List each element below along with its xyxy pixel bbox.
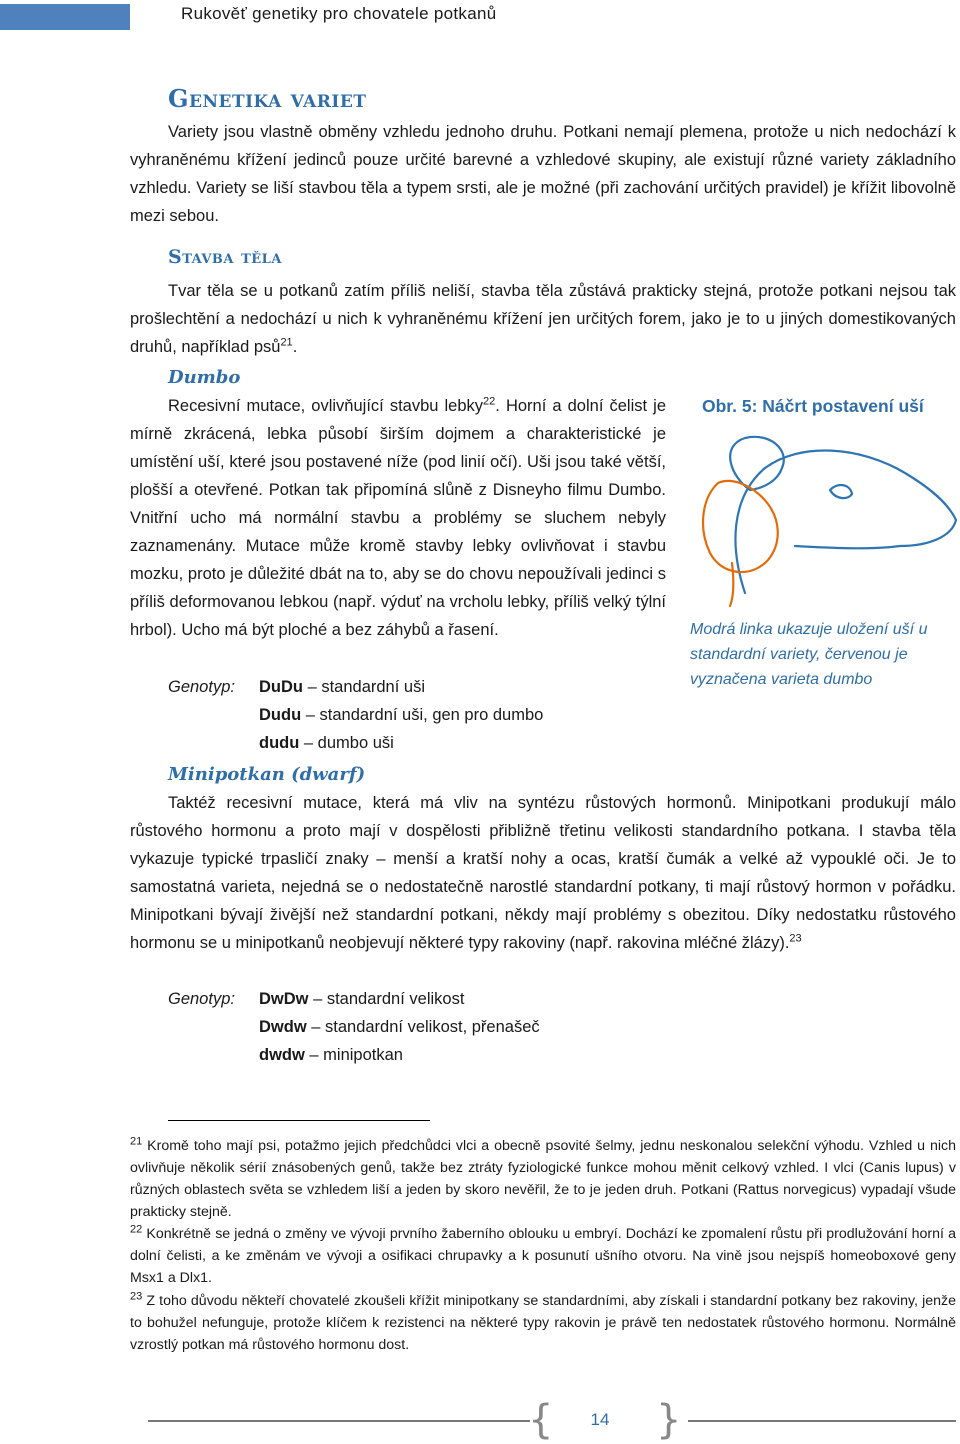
minipotkan-text: Taktéž recesivní mutace, která má vliv na syntézu růstových hormonů. Minipotkani produkují málo růstového hormonu a proto mají v dospělosti přibližně třetinu velikosti standardního potkana. I stavba těla vykazuje typické trpasličí znaky – menší a kratší nohy a ocas, kratší čumák a velké až vypouklé oči. Je to samostatná varieta, nejedná se o nedostatečně narostlé standardní potkany, ti mají růstový hormon v pořádku. Minipotkani bývají živější než standardní potkani, někdy mají problémy s obezitou. Díky nedostatku růstového hormonu se u minipotkanů neobjevují některé typy rakoviny (např. rakovina mléčné žlázy). bbox=[130, 794, 956, 952]
dumbo-paragraph bbox=[130, 392, 666, 644]
genotype-desc: – standardní velikost bbox=[308, 990, 465, 1008]
genotype-code: Dudu bbox=[259, 706, 302, 724]
genotype-desc: – minipotkan bbox=[304, 1046, 403, 1064]
subsection-intro-end: . bbox=[292, 338, 298, 356]
dumbo-genotype-row bbox=[259, 729, 394, 757]
genotype-code: DwDw bbox=[259, 990, 309, 1008]
genotype-desc: – standardní uši bbox=[303, 678, 425, 696]
genotype-desc: – dumbo uši bbox=[299, 734, 394, 752]
footer-bracket-left: { bbox=[528, 1397, 554, 1443]
figure-title: Obr. 5: Náčrt postavení uší bbox=[702, 396, 924, 416]
genotype-desc: – standardní velikost, přenašeč bbox=[306, 1018, 540, 1036]
footnote-23 bbox=[130, 1290, 956, 1356]
dumbo-text-1: Recesivní mutace, ovlivňující stavbu lebky bbox=[168, 397, 484, 415]
minipotkan-heading: Minipotkan (dwarf) bbox=[168, 764, 366, 785]
dumbo-genotype-row bbox=[259, 701, 543, 729]
footnote-number: 22 bbox=[130, 1223, 143, 1236]
footnote-ref-21[interactable]: 21 bbox=[280, 336, 293, 349]
subsection-heading: Stavba těla bbox=[168, 246, 282, 268]
footer-bracket-right: } bbox=[656, 1397, 682, 1443]
footer-line-right bbox=[688, 1420, 956, 1422]
subsection-intro-text: Tvar těla se u potkanů zatím příliš neliší, stavba těla zůstává prakticky stejná, protože potkani nejsou tak prošlechtění a nedochází u nich k vyhraněnému křížení jen určitých forem, jako je to u jiných domestikovaných druhů, například psů bbox=[130, 282, 956, 356]
rat-ear-sketch-figure bbox=[690, 428, 958, 608]
footnote-separator bbox=[168, 1120, 430, 1121]
section-intro-paragraph bbox=[130, 118, 956, 230]
minipotkan-genotype-row bbox=[259, 1013, 540, 1041]
head-outline bbox=[735, 450, 956, 593]
section-intro-text: Variety jsou vlastně obměny vzhledu jednoho druhu. Potkani nemají plemena, protože u nich nedochází k vyhraněnému křížení jedinců pouze určité barevné a vzhledové skupiny, ale existují různé variety základního vzhledu. Variety se liší stavbou těla a typem srsti, ale je možné (při zachování určitých pravidel) je křížit libovolně mezi sebou. bbox=[130, 123, 956, 225]
footnote-ref-23[interactable]: 23 bbox=[789, 932, 802, 945]
running-header-title: Rukověť genetiky pro chovatele potkanů bbox=[181, 4, 497, 23]
dumbo-ear bbox=[703, 481, 778, 572]
footer-line-left bbox=[148, 1420, 530, 1422]
genotype-code: DuDu bbox=[259, 678, 303, 696]
footnote-number: 23 bbox=[130, 1290, 143, 1303]
footnote-22 bbox=[130, 1223, 956, 1289]
genotype-code: dudu bbox=[259, 734, 300, 752]
subsection-intro-paragraph bbox=[130, 277, 956, 361]
minipotkan-genotype-label: Genotyp: bbox=[168, 990, 235, 1008]
footnote-number: 21 bbox=[130, 1135, 143, 1148]
footnote-ref-22[interactable]: 22 bbox=[483, 395, 496, 408]
footnote-text: Konkrétně se jedná o změny ve vývoji prvního žaberního oblouku u embryí. Dochází ke zpomalení růstu při prodlužování horní a dolní čelisti, a ke změnám ve vývoji a osifikaci chrupavky a k posunutí ušního otvoru. Na vině jsou nejspíš homeoboxové geny Msx1 a Dlx1. bbox=[130, 1226, 956, 1286]
dumbo-heading: Dumbo bbox=[168, 367, 241, 388]
dumbo-genotype-label: Genotyp: bbox=[168, 678, 235, 696]
eye bbox=[830, 485, 852, 498]
footnote-text: Z toho důvodu někteří chovatelé zkoušeli křížit minipotkany se standardními, aby získali i standardní potkany bez rakoviny, jenže to bohužel nefunguje, protože klíčem k rezistenci na některé typy rakovin je právě ten nedostatek růstového hormonu. Normálně vzrostlý potkan má růstového hormonu dost. bbox=[130, 1293, 956, 1353]
dumbo-genotype-row bbox=[259, 673, 425, 701]
genotype-desc: – standardní uši, gen pro dumbo bbox=[301, 706, 544, 724]
dumbo-text-2: . Horní a dolní čelist je mírně zkrácená, lebka působí širším dojmem a charakteristické je umístění uší, které jsou postavené níže (pod linií očí). Uši jsou také větší, plošší a otevřené. Potkan tak připomíná slůně z Disneyho filmu Dumbo. Vnitřní ucho má normální stavbu a problémy se sluchem nebyly zaznamenány. Mutace může kromě stavby lebky ovlivňovat i stavbu mozku, proto je důležité dbát na to, aby se do chovu nepoužívali jedinci s příliš deformovanou lebkou (např. výduť na vrcholu lebky, příliš velký týlní hrbol). Ucho má být ploché a bez záhybů a řasení. bbox=[130, 397, 666, 639]
genotype-code: dwdw bbox=[259, 1046, 305, 1064]
footnote-21 bbox=[130, 1135, 956, 1223]
minipotkan-genotype-row bbox=[259, 985, 464, 1013]
header-accent-bar bbox=[0, 4, 130, 30]
footnote-text: Kromě toho mají psi, potažmo jejich předchůdci vlci a obecně psovité šelmy, jednu neskonalou selekční výhodu. Vzhled u nich ovlivňuje několik sérií znásobených genů, takže bez ztráty fyziologické funkce mohou měnit celkový vzhled. I vlci (Canis lupus) v různých oblastech světa se vzhledem liší a jeden by skoro nevěřil, že to je jeden druh. Potkani (Rattus norvegicus) vypadají všude prakticky stejně. bbox=[130, 1138, 956, 1220]
minipotkan-paragraph bbox=[130, 789, 956, 957]
section-heading: Genetika variet bbox=[168, 84, 367, 113]
genotype-code: Dwdw bbox=[259, 1018, 307, 1036]
figure-caption: Modrá linka ukazuje uložení uší u standardní variety, červenou je vyznačena varieta dumbo bbox=[690, 621, 928, 688]
page-footer bbox=[0, 1396, 960, 1444]
page-number: 14 bbox=[590, 1410, 610, 1429]
minipotkan-genotype-row bbox=[259, 1041, 403, 1069]
